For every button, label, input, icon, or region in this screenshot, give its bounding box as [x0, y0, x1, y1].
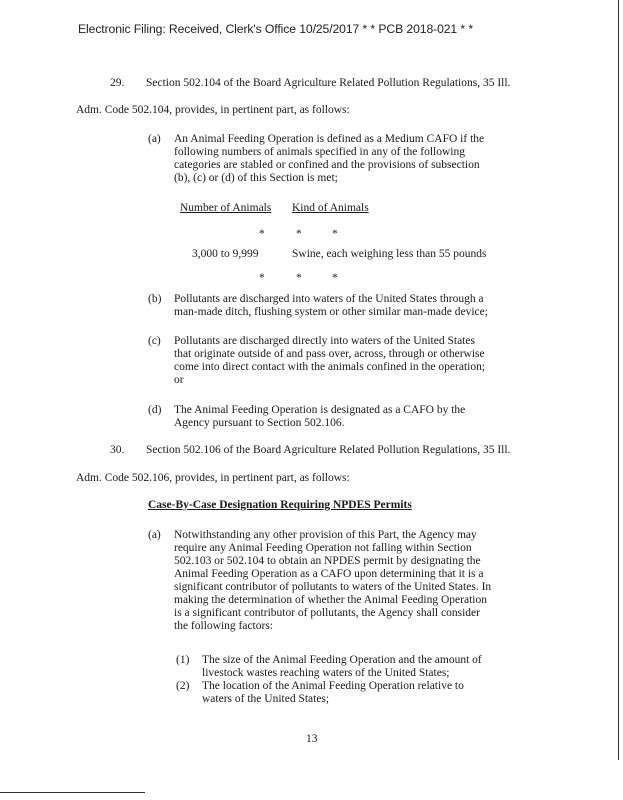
item-106a-line: the following factors:: [174, 620, 274, 632]
factor-1-line: The size of the Animal Feeding Operation and the amount of: [202, 654, 482, 666]
animal-count: 3,000 to 9,999: [192, 248, 259, 260]
item-106a-line: making the determination of whether the Animal Feeding Operation: [174, 594, 487, 606]
para-30-line-1: Section 502.106 of the Board Agriculture Related Pollution Regulations, 35 Ill.: [146, 444, 511, 456]
item-c-label: (c): [148, 335, 161, 347]
item-a-line: following numbers of animals specified in any of the following: [174, 146, 465, 158]
item-106a-line: 502.103 or 502.104 to obtain an NPDES permit by designating the: [174, 555, 481, 567]
col-number-of-animals: Number of Animals: [180, 202, 272, 214]
item-106a-line: is a significant contributor of pollutants, the Agency shall consider: [174, 607, 480, 619]
asterisk: *: [296, 228, 302, 240]
item-d-line: The Animal Feeding Operation is designated as a CAFO by the: [174, 404, 466, 416]
scan-edge-bottom: [0, 792, 145, 793]
asterisk: *: [259, 272, 265, 284]
asterisk: *: [296, 272, 302, 284]
item-a-line: An Animal Feeding Operation is defined as a Medium CAFO if the: [174, 133, 485, 145]
factor-1-label: (1): [176, 654, 190, 666]
factor-2-line: The location of the Animal Feeding Operation relative to: [202, 680, 464, 692]
item-b-line: man-made ditch, flushing system or other similar man-made device;: [174, 306, 488, 318]
factor-1-line: livestock wastes reaching waters of the United States;: [202, 667, 450, 679]
factor-2-line: waters of the United States;: [202, 693, 330, 705]
item-a-line: (b), (c) or (d) of this Section is met;: [174, 172, 338, 184]
asterisk: *: [332, 272, 338, 284]
item-c-line: that originate outside of and pass over, across, through or otherwise: [174, 348, 485, 360]
filing-header: Electronic Filing: Received, Clerk's Office 10/25/2017 * * PCB 2018-021 * *: [78, 22, 473, 36]
para-29-number: 29.: [110, 77, 125, 89]
col-kind-of-animals: Kind of Animals: [292, 202, 369, 214]
item-c-line: Pollutants are discharged directly into waters of the United States: [174, 335, 475, 347]
section-heading: Case-By-Case Designation Requiring NPDES Permits: [148, 499, 412, 511]
para-30-line-2: Adm. Code 502.106, provides, in pertinent part, as follows:: [76, 472, 350, 484]
item-d-line: Agency pursuant to Section 502.106.: [174, 417, 345, 429]
item-b-line: Pollutants are discharged into waters of the United States through a: [174, 293, 484, 305]
animal-kind: Swine, each weighing less than 55 pounds: [292, 248, 487, 260]
item-106a-line: significant contributor of pollutants to waters of the United States. In: [174, 581, 492, 593]
page-number: 13: [306, 733, 318, 745]
para-29-line-1: Section 502.104 of the Board Agriculture Related Pollution Regulations, 35 Ill.: [146, 77, 511, 89]
item-a-label: (a): [148, 133, 161, 145]
factor-2-label: (2): [176, 680, 190, 692]
item-c-line: or: [174, 374, 184, 386]
item-106a-line: Notwithstanding any other provision of this Part, the Agency may: [174, 529, 477, 541]
para-30-number: 30.: [110, 444, 125, 456]
item-d-label: (d): [148, 404, 162, 416]
item-106a-label: (a): [148, 529, 161, 541]
scan-edge-right: [618, 0, 619, 760]
item-106a-line: Animal Feeding Operation as a CAFO upon determining that it is a: [174, 568, 484, 580]
item-106a-line: require any Animal Feeding Operation not falling within Section: [174, 542, 472, 554]
item-c-line: come into direct contact with the animals confined in the operation;: [174, 361, 486, 373]
para-29-line-2: Adm. Code 502.104, provides, in pertinent part, as follows:: [76, 104, 350, 116]
asterisk: *: [259, 228, 265, 240]
item-a-line: categories are stabled or confined and the provisions of subsection: [174, 159, 480, 171]
item-b-label: (b): [148, 293, 162, 305]
asterisk: *: [332, 228, 338, 240]
